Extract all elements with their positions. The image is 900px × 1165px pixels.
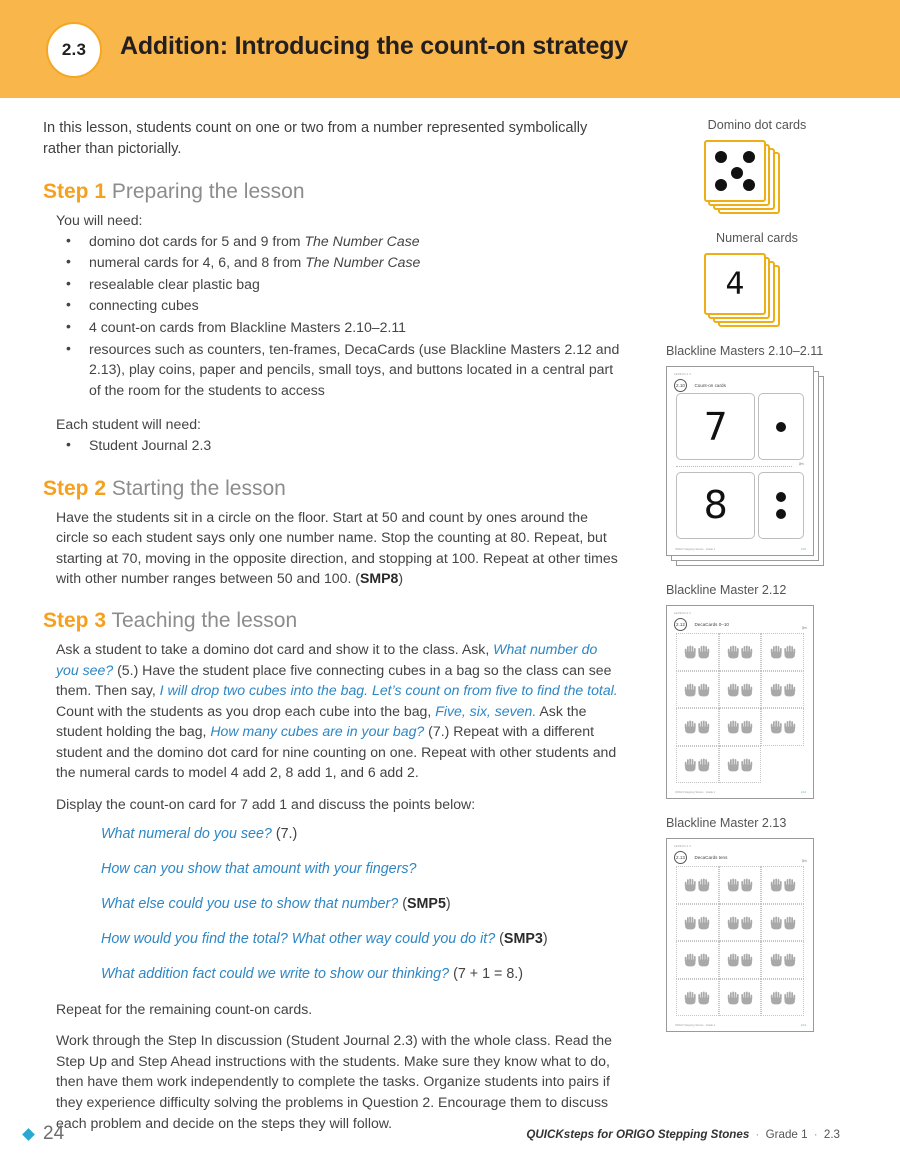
sheet-title: Count-on cards — [694, 383, 726, 389]
step-3-body — [43, 639, 623, 1133]
decacard-cell — [761, 671, 804, 709]
decacard-cell — [719, 941, 762, 979]
lesson-content — [43, 118, 623, 1133]
footer-separator-1: · — [755, 1128, 760, 1141]
list-item: • domino dot cards for 5 and 9 from The Number Case — [56, 231, 623, 252]
count-on-card-dots — [758, 472, 804, 539]
hand-icon — [740, 757, 754, 772]
decacard-cell — [761, 633, 804, 671]
hand-icon — [783, 915, 797, 930]
decacards-grid — [676, 633, 804, 783]
decacard-cell — [719, 904, 762, 942]
discussion-question: What else could you use to show that number? (SMP5) — [101, 895, 451, 912]
diamond-icon — [22, 1128, 35, 1141]
hand-icon — [697, 952, 711, 967]
lesson-intro: In this lesson, students count on one or two from a number represented symbolically rather than pictorially. — [43, 120, 588, 157]
hand-icon — [769, 990, 783, 1005]
hand-icon — [726, 644, 740, 659]
footer-separator-2: · — [813, 1128, 818, 1141]
hand-icon — [683, 644, 697, 659]
hand-icon — [783, 990, 797, 1005]
decacard-cell — [676, 633, 719, 671]
scissors-icon: ✄ — [801, 859, 807, 865]
hand-icon — [697, 757, 711, 772]
sheet-title: DecaCards 0–10 — [694, 622, 729, 628]
sheet-badge: 2.10 — [674, 379, 687, 392]
decacard-cell — [761, 866, 804, 904]
page-title: Addition: Introducing the count-on strategy — [120, 32, 629, 60]
footer-grade: Grade 1 — [765, 1128, 808, 1141]
decacard-cell — [676, 708, 719, 746]
hand-icon — [683, 719, 697, 734]
lesson-header-band — [0, 0, 900, 98]
scissors-icon: ✄ — [798, 462, 804, 469]
decacard-cell — [676, 671, 719, 709]
hand-icon — [769, 682, 783, 697]
sheet-footer — [675, 548, 806, 551]
discussion-question: How would you find the total? What other way could you do it? (SMP3) — [101, 930, 548, 947]
hand-icon — [740, 644, 754, 659]
hand-icon — [683, 877, 697, 892]
sheet-footer-text: ORIGO Stepping Stones · Grade 1 — [675, 548, 716, 551]
materials-list — [56, 231, 623, 401]
sheet-tag: LESSON 2.3 — [674, 612, 691, 615]
sheet-tag: LESSON 2.3 — [674, 845, 691, 848]
step-1-number: Step 1 — [43, 180, 107, 203]
hand-icon — [683, 915, 697, 930]
blackline-2-12-label: Blackline Master 2.12 — [666, 583, 787, 597]
hand-icon — [683, 682, 697, 697]
paragraph: Display the count-on card for 7 add 1 and discuss the points below: — [56, 796, 476, 813]
list-item: • connecting cubes — [56, 295, 623, 316]
step-2-title: Starting the lesson — [111, 476, 286, 500]
paragraph: Have the students sit in a circle on the floor. Start at 50 and count by ones around the circle so each student says only one number name. Stop the counting at 80. Repeat, but starting at 70, moving in the opposite direction, and stopping at 100. Repeat at other times with other number ranges between 50 and 100. (SMP8) — [56, 508, 618, 587]
decacard-cell — [719, 866, 762, 904]
sidebar-item-domino-dot-cards — [666, 118, 878, 214]
list-item: • resealable clear plastic bag — [56, 274, 623, 295]
numeral-card-stack-icon — [704, 253, 782, 327]
decacard-cell — [676, 904, 719, 942]
hand-icon — [769, 644, 783, 659]
domino-card-stack-icon — [704, 140, 782, 214]
hand-icon — [740, 915, 754, 930]
paragraph: Ask a student to take a domino dot card and show it to the class. Ask, What number do you see? (5.) Have the student place five connecting cubes in a bag so the class can see them. Then say, I will drop two cubes into the bag. Let’s count on from five to find the total. Count with the students as you drop each cube into the bag, Five, six, seven. Ask the student holding the bag, How many cubes are in your bag? (7.) Repeat with a different student and the domino dot card for nine counting on one. Repeat with other students and the numeral cards to model 4 add 2, 8 add 1, and 6 add 2. — [56, 640, 618, 781]
decacard-cell — [719, 746, 762, 784]
decacard-cell — [719, 708, 762, 746]
hand-icon — [726, 682, 740, 697]
step-2-number: Step 2 — [43, 476, 107, 500]
decacards-tens-sheet-thumbnail — [666, 838, 826, 1032]
sheet-badge: 2.12 — [674, 618, 687, 631]
sheet-page-number: 2.13 — [800, 1024, 806, 1027]
hand-icon — [783, 877, 797, 892]
footer-credit — [526, 1128, 840, 1141]
sheet-tag: LESSON 2.3 — [674, 373, 691, 376]
sheet-title: DecaCards tens — [694, 855, 728, 861]
step-3-number: Step 3 — [43, 608, 107, 632]
hand-icon — [740, 719, 754, 734]
decacard-cell — [761, 979, 804, 1017]
sheet-badge: 2.13 — [674, 851, 687, 864]
decacard-cell-empty — [761, 746, 804, 784]
hand-icon — [683, 757, 697, 772]
you-will-need-label: You will need: — [56, 212, 143, 228]
sidebar-item-blackline-2-12 — [666, 583, 878, 799]
step-1-title: Preparing the lesson — [111, 180, 305, 203]
student-materials-list — [56, 435, 623, 456]
sheet-footer — [675, 1024, 806, 1027]
hand-icon — [726, 719, 740, 734]
sidebar-item-blackline-2-13 — [666, 816, 878, 1032]
hand-icon — [783, 644, 797, 659]
decacards-grid — [676, 866, 804, 1016]
hand-icon — [697, 682, 711, 697]
paragraph: Work through the Step In discussion (Student Journal 2.3) with the whole class. Read the Step Up and Step Ahead instructions with the students. Make sure they know what to do, then have them work independently to complete the tasks. Organize students into pairs if they experience difficulty solving the problems in Question 2. Encourage them to discuss each problem and decide on the steps they will follow. — [56, 1032, 612, 1131]
hand-icon — [783, 952, 797, 967]
list-item: • resources such as counters, ten-frames, DecaCards (use Blackline Masters 2.12 and 2.13), play coins, paper and pencils, small toys, and buttons located in a central part of the room for the students to access — [56, 339, 623, 401]
hand-icon — [697, 644, 711, 659]
hand-icon — [726, 952, 740, 967]
decacard-cell — [761, 941, 804, 979]
discussion-question: How can you show that amount with your fingers? — [101, 860, 417, 877]
sheet-header — [674, 845, 807, 863]
sheet-page-number: 2.12 — [800, 791, 806, 794]
decacard-cell — [719, 979, 762, 1017]
hand-icon — [726, 877, 740, 892]
sidebar-item-blackline-2-10 — [666, 344, 878, 566]
materials-sidebar — [666, 118, 878, 1049]
hand-icon — [726, 915, 740, 930]
count-on-card — [676, 393, 804, 460]
count-on-card-numeral: 7 — [703, 404, 728, 449]
hand-icon — [740, 952, 754, 967]
hand-icon — [769, 719, 783, 734]
decacard-cell — [719, 671, 762, 709]
step-3-heading — [43, 609, 623, 633]
numeral-card-value: 4 — [725, 266, 745, 302]
footer-lesson: 2.3 — [823, 1128, 840, 1141]
hand-icon — [697, 915, 711, 930]
sheet-footer-text: ORIGO Stepping Stones · Grade 1 — [675, 1024, 716, 1027]
step-3-paragraphs — [56, 639, 623, 815]
sidebar-item-numeral-cards — [666, 231, 878, 327]
sheet-side-note — [670, 532, 673, 533]
blackline-2-10-label: Blackline Masters 2.10–2.11 — [666, 344, 824, 358]
hand-icon — [683, 990, 697, 1005]
hand-icon — [769, 952, 783, 967]
domino-dot-cards-label: Domino dot cards — [707, 118, 807, 132]
decacard-cell — [761, 904, 804, 942]
list-item: • numeral cards for 4, 6, and 8 from The Number Case — [56, 252, 623, 273]
step-1-heading — [43, 180, 623, 204]
hand-icon — [697, 877, 711, 892]
sheet-footer — [675, 791, 806, 794]
decacard-cell — [719, 633, 762, 671]
hand-icon — [726, 757, 740, 772]
hand-icon — [769, 915, 783, 930]
each-student-will-need-label: Each student will need: — [56, 416, 201, 433]
discussion-question: What addition fact could we write to show our thinking? (7 + 1 = 8.) — [101, 965, 523, 982]
decacard-cell — [676, 979, 719, 1017]
count-on-card — [676, 472, 804, 539]
paragraph: Repeat for the remaining count-on cards. — [56, 1000, 313, 1017]
step-2-body — [43, 507, 623, 589]
numeral-cards-label: Numeral cards — [716, 231, 798, 245]
sheet-page-number: 2.10 — [800, 548, 806, 551]
decacard-cell — [761, 708, 804, 746]
step-3-closing — [56, 999, 623, 1134]
decacard-cell — [676, 866, 719, 904]
sheet-header — [674, 612, 807, 630]
hand-icon — [783, 682, 797, 697]
sheet-side-note — [670, 775, 673, 776]
scissors-icon: ✄ — [801, 626, 807, 632]
list-item: • Student Journal 2.3 — [56, 435, 623, 456]
discussion-questions — [56, 824, 623, 984]
sheet-side-note — [670, 1008, 673, 1009]
hand-icon — [783, 719, 797, 734]
page-number: 24 — [43, 1123, 65, 1144]
hand-icon — [697, 990, 711, 1005]
step-3-title: Teaching the lesson — [111, 608, 298, 632]
count-on-cards-sheet-thumbnail — [666, 366, 826, 566]
decacard-cell — [676, 941, 719, 979]
list-item: • 4 count-on cards from Blackline Masters 2.10–2.11 — [56, 317, 623, 338]
decacard-cell — [676, 746, 719, 784]
hand-icon — [683, 952, 697, 967]
blackline-2-13-label: Blackline Master 2.13 — [666, 816, 787, 830]
footer-title: QUICKsteps for ORIGO Stepping Stones — [526, 1128, 750, 1141]
hand-icon — [740, 990, 754, 1005]
sheet-header — [674, 373, 807, 391]
count-on-card-numeral: 8 — [703, 483, 728, 528]
step-1-body — [43, 210, 623, 456]
hand-icon — [769, 877, 783, 892]
lesson-number-badge: 2.3 — [46, 22, 102, 78]
hand-icon — [726, 990, 740, 1005]
decacards-0-10-sheet-thumbnail — [666, 605, 826, 799]
sheet-footer-text: ORIGO Stepping Stones · Grade 1 — [675, 791, 716, 794]
hand-icon — [740, 682, 754, 697]
hand-icon — [740, 877, 754, 892]
page-footer — [0, 1123, 900, 1147]
hand-icon — [697, 719, 711, 734]
discussion-question: What numeral do you see? (7.) — [101, 825, 298, 842]
step-2-heading — [43, 477, 623, 501]
count-on-card-dots — [758, 393, 804, 460]
